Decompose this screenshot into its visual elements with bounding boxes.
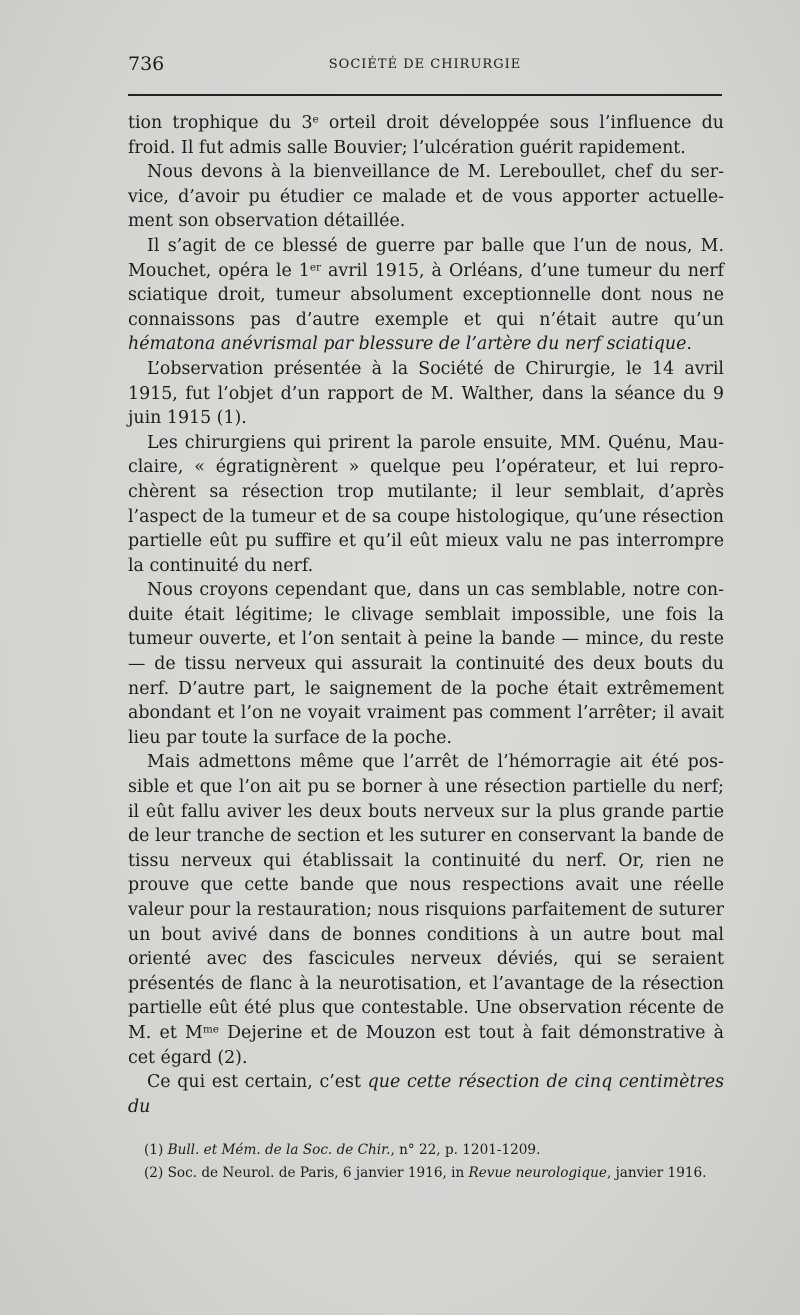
text-run: Mais admettons même que l’arrêt de l’hémorragie ait été possible et que l’on ait pu se borner à une résection partielle du nerf; il eût fallu aviver les deux bouts nerveux sur la plus grande partie de leur tranche de section et les suturer en conservant la bande de tissu nerveux qui établissait la continuité du nerf. Or, rien ne prouve que cette bande que nous respections avait une réelle valeur pour la restauration; nous risquions parfaitement de suturer un bout avivé dans de bonnes conditions à un autre bout mal orienté avec des fascicules nerveux déviés, qui se seraient présentés de flanc à la neurotisation, et l’avantage de la résection partielle eût été plus que contestable. Une observation récente de M. et M	[128, 752, 724, 1043]
text-run: , n° 22, p. 1201-1209.	[390, 1142, 541, 1158]
superscript: me	[202, 1023, 219, 1036]
paragraph	[128, 111, 724, 160]
italic-text: Revue neurologique	[468, 1165, 607, 1181]
footnote	[128, 1139, 722, 1162]
text-run: (1)	[144, 1142, 168, 1158]
italic-text: hématona anévrismal par blessure de l’artère du nerf sciatique	[128, 334, 687, 355]
text-run: Nous devons à la bienveillance de M. Lereboullet, chef du service, d’avoir pu étudier ce malade et de vous apporter actuellement son observation détaillée.	[128, 162, 724, 232]
paragraph	[128, 234, 724, 357]
text-run: L’observation présentée à la Société de Chirurgie, le 14 avril 1915, fut l’objet d’un rapport de M. Walther, dans la séance du 9 juin 1915 (1).	[128, 358, 724, 429]
text-run: avril 1915, à Orléans, d’une tumeur du nerf sciatique droit, tumeur absolument exceptionnelle dont nous ne connaissons pas d’autre exemple et qui n’était autre qu’un	[128, 260, 724, 330]
paragraph	[128, 578, 724, 750]
text-run: Dejerine et de Mouzon est tout à fait démonstrative à cet égard (2).	[128, 1022, 724, 1068]
text-run: (2) Soc. de Neurol. de Paris, 6 janvier 1916, in	[144, 1165, 469, 1181]
footnotes	[128, 1139, 722, 1185]
page-header	[128, 52, 722, 76]
superscript: er	[309, 260, 322, 273]
body-text	[128, 111, 724, 1119]
text-run: orteil droit développée sous l’influence du froid. Il fut admis salle Bouvier; l’ulcération guérit rapidement.	[128, 113, 724, 158]
superscript: e	[312, 113, 319, 126]
paragraph	[128, 357, 724, 431]
text-run: Ce qui est certain, c’est	[147, 1072, 368, 1093]
italic-text: Bull. et Mém. de la Soc. de Chir.	[167, 1142, 391, 1158]
paragraph	[128, 431, 724, 579]
footnote	[128, 1162, 722, 1185]
page-number: 736	[128, 53, 165, 75]
text-run: Il s’agit de ce blessé de guerre par balle que l’un de nous, M. Mouchet, opéra le 1	[128, 235, 724, 281]
running-title: SOCIÉTÉ DE CHIRURGIE	[328, 57, 522, 72]
paragraph	[128, 160, 724, 234]
header-rule	[128, 94, 722, 96]
text-run: tion trophique du 3	[128, 113, 313, 133]
paragraph	[128, 1070, 724, 1119]
text-run: Les chirurgiens qui prirent la parole ensuite, MM. Quénu, Mauclaire, « égratignèrent » quelque peu l’opérateur, et lui reprochèrent sa résection trop mutilante; il leur semblait, d’après l’aspect de la tumeur et de sa coupe histologique, qu’une résection partielle eût pu suffire et qu’il eût mieux valu ne pas interrompre la continuité du nerf.	[128, 432, 724, 576]
text-run: , janvier 1916.	[606, 1165, 707, 1181]
text-run: .	[686, 334, 692, 355]
italic-text: que cette résection de cinq centimètres du	[128, 1072, 724, 1117]
paragraph	[128, 750, 724, 1070]
text-run: Nous croyons cependant que, dans un cas semblable, notre conduite était légitime; le clivage semblait impossible, une fois la tumeur ouverte, et l’on sentait à peine la bande — mince, du reste — de tissu nerveux qui assurait la continuité des deux bouts du nerf. D’autre part, le saignement de la poche était extrêmement abondant et l’on ne voyait vraiment pas comment l’arrêter; il avait lieu par toute la surface de la poche.	[128, 580, 724, 748]
